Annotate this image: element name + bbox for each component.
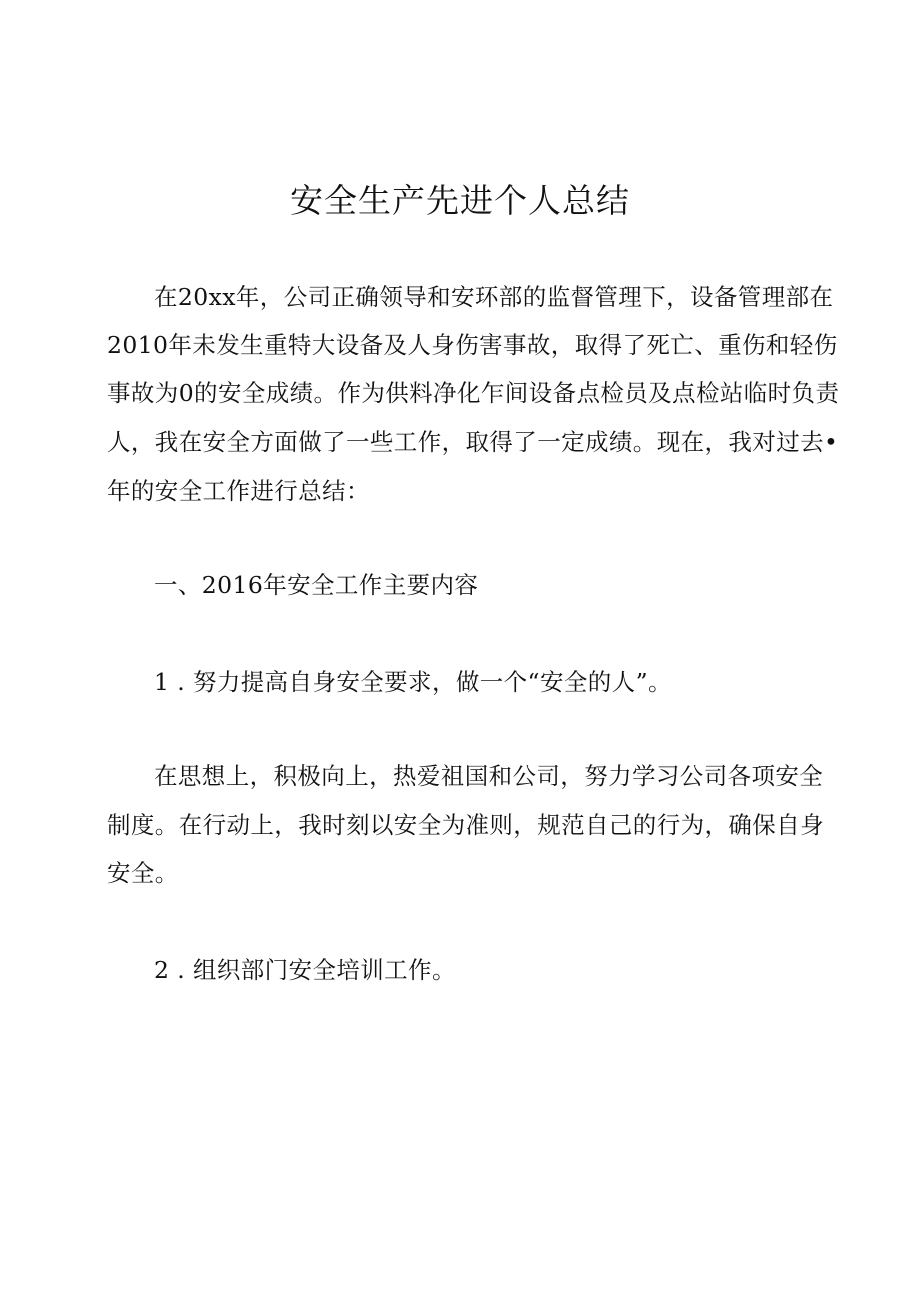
item-1-body-line-3: 安全。 <box>107 859 179 887</box>
intro-line-1: 在20xx年，公司正确领导和安环部的监督管理下，设备管理部在 <box>154 283 834 311</box>
intro-line-5: 年的安全工作进行总结： <box>107 477 370 505</box>
item-heading-2: 2 . 组织部门安全培训工作。 <box>154 956 456 984</box>
item-1-body-line-1: 在思想上，积极向上，热爱祖国和公司，努力学习公司各项安全 <box>154 762 824 790</box>
intro-line-3: 事故为0的安全成绩。作为供料净化乍间设备点检员及点检站临时负责 <box>107 379 840 407</box>
item-1-body-line-2: 制度。在行动上，我时刻以安全为准则，规范自己的行为，确保自身 <box>107 811 824 839</box>
document-title: 安全生产先进个人总结 <box>290 181 630 220</box>
intro-line-2: 2010年未发生重特大设备及人身伤害事故，取得了死亡、重伤和轻伤 <box>107 331 838 359</box>
section-heading-1: 一、2016年安全工作主要内容 <box>154 571 479 599</box>
item-heading-1: 1 . 努力提高自身安全要求，做一个“安全的人”。 <box>154 668 672 696</box>
intro-line-4: 人，我在安全方面做了一些工作，取得了一定成绩。现在，我对过去• <box>107 428 839 456</box>
